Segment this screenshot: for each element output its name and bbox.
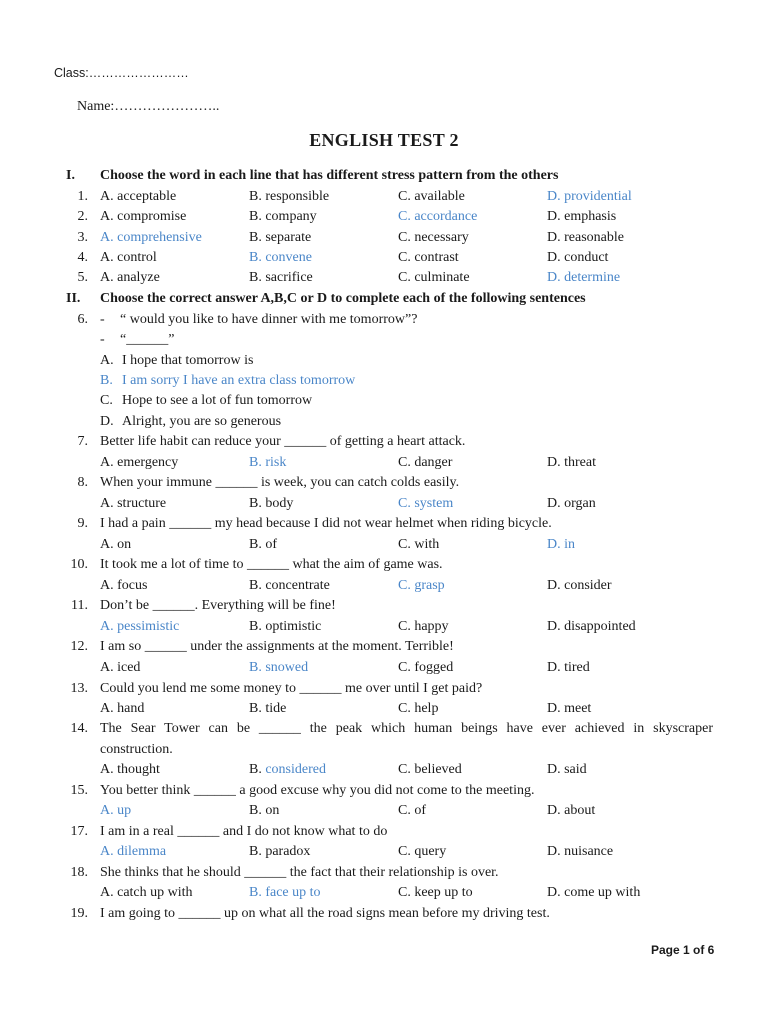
dialogue-line: “ would you like to have dinner with me tomorrow”? — [120, 312, 418, 327]
option-c: C. system — [398, 496, 454, 511]
question-11-options — [0, 617, 768, 637]
option-c: C. accordance — [398, 209, 478, 224]
question-12-options — [0, 658, 768, 678]
option-b: B. paradox — [249, 844, 311, 859]
question-3 — [0, 228, 768, 248]
question-6-option-a — [0, 351, 768, 371]
option-b: B. body — [249, 496, 294, 511]
option-c: C. happy — [398, 619, 449, 634]
question-number: 4. — [77, 250, 88, 265]
option-b: B. separate — [249, 230, 312, 245]
option-c: C. contrast — [398, 250, 459, 265]
option-d: D. conduct — [547, 250, 609, 265]
question-15-options — [0, 801, 768, 821]
question-10 — [0, 555, 768, 575]
question-8 — [0, 473, 768, 493]
question-6-option-d — [0, 412, 768, 432]
question-number: 18. — [70, 865, 88, 880]
option-b: B. tide — [249, 701, 287, 716]
dialogue-dash: - — [100, 312, 105, 327]
question-number: 9. — [77, 516, 88, 531]
option-a: A. structure — [100, 496, 167, 511]
option-b: B. of — [249, 537, 277, 552]
question-number: 10. — [70, 557, 88, 572]
option-letter: B. — [100, 373, 113, 388]
option-d: D. threat — [547, 455, 596, 470]
question-number: 7. — [77, 434, 88, 449]
option-b: B. on — [249, 803, 280, 818]
question-number: 12. — [70, 639, 88, 654]
option-c: C. danger — [398, 455, 453, 470]
question-17-options — [0, 842, 768, 862]
option-a: A. iced — [100, 660, 141, 675]
section-1-roman: I. — [66, 168, 75, 183]
option-a: A. up — [100, 803, 132, 818]
option-b: B. concentrate — [249, 578, 330, 593]
option-d: D. in — [547, 537, 575, 552]
option-a: A. emergency — [100, 455, 179, 470]
option-a: A. hand — [100, 701, 145, 716]
question-12 — [0, 637, 768, 657]
option-text: I hope that tomorrow is — [122, 353, 254, 368]
question-number: 13. — [70, 681, 88, 696]
question-15 — [0, 781, 768, 801]
option-letter: B. — [249, 762, 266, 777]
option-text: I am sorry I have an extra class tomorrow — [122, 373, 356, 388]
option-d: D. determine — [547, 270, 621, 285]
option-c: C. culminate — [398, 270, 470, 285]
question-number: 1. — [77, 189, 88, 204]
option-d: D. nuisance — [547, 844, 614, 859]
option-b: B. optimistic — [249, 619, 322, 634]
option-c: C. query — [398, 844, 447, 859]
question-number: 15. — [70, 783, 88, 798]
question-text: I had a pain ______ my head because I did not wear helmet when riding bicycle. — [100, 516, 552, 531]
option-d: D. said — [547, 762, 587, 777]
option-d: D. consider — [547, 578, 612, 593]
question-text-continued: construction. — [100, 742, 173, 757]
question-2 — [0, 207, 768, 227]
question-number: 8. — [77, 475, 88, 490]
option-c: C. with — [398, 537, 440, 552]
question-number: 17. — [70, 824, 88, 839]
question-text: Don’t be ______. Everything will be fine! — [100, 598, 336, 613]
option-a: A. on — [100, 537, 132, 552]
option-a: A. acceptable — [100, 189, 177, 204]
question-4 — [0, 248, 768, 268]
option-b: B. snowed — [249, 660, 309, 675]
question-number: 19. — [70, 906, 88, 921]
option-a: A. pessimistic — [100, 619, 180, 634]
option-text: Hope to see a lot of fun tomorrow — [122, 393, 313, 408]
page-title: ENGLISH TEST 2 — [309, 130, 459, 150]
option-c: C. keep up to — [398, 885, 473, 900]
question-6-option-b — [0, 371, 768, 391]
dialogue-dash: - — [100, 332, 105, 347]
option-a: A. compromise — [100, 209, 187, 224]
question-11 — [0, 596, 768, 616]
option-d: D. about — [547, 803, 596, 818]
option-c: C. available — [398, 189, 465, 204]
question-18 — [0, 863, 768, 883]
question-number: 6. — [77, 312, 88, 327]
option-d: D. providential — [547, 189, 632, 204]
question-10-options — [0, 576, 768, 596]
question-19 — [0, 904, 768, 924]
question-text: I am so ______ under the assignments at the moment. Terrible! — [100, 639, 454, 654]
option-text: considered — [265, 762, 326, 777]
question-6-option-c — [0, 391, 768, 411]
question-9-options — [0, 535, 768, 555]
question-7 — [0, 432, 768, 452]
question-14-options — [0, 760, 768, 780]
option-d: D. organ — [547, 496, 596, 511]
option-a: A. catch up with — [100, 885, 193, 900]
dialogue-line: “______” — [120, 332, 175, 347]
option-d: D. disappointed — [547, 619, 636, 634]
page-number: Page 1 of 6 — [651, 943, 715, 957]
question-number: 3. — [77, 230, 88, 245]
option-b: B. face up to — [249, 885, 321, 900]
question-14 — [0, 719, 768, 739]
section-1-header — [0, 166, 768, 186]
question-number: 5. — [77, 270, 88, 285]
question-13-options — [0, 699, 768, 719]
option-letter: D. — [100, 414, 114, 429]
option-b: B. convene — [249, 250, 312, 265]
option-d: D. reasonable — [547, 230, 624, 245]
section-2-roman: II. — [66, 291, 81, 306]
question-number: 11. — [71, 598, 88, 613]
option-b: B. responsible — [249, 189, 330, 204]
option-c: C. grasp — [398, 578, 445, 593]
option-c: C. necessary — [398, 230, 469, 245]
option-c: C. help — [398, 701, 439, 716]
question-text: It took me a lot of time to ______ what the aim of game was. — [100, 557, 443, 572]
question-text: Could you lend me some money to ______ me over until I get paid? — [100, 681, 483, 696]
option-b: B. company — [249, 209, 317, 224]
question-6-reply — [0, 330, 768, 350]
option-a: A. control — [100, 250, 157, 265]
question-number: 14. — [70, 721, 88, 736]
section-2-instruction: Choose the correct answer A,B,C or D to complete each of the following sentences — [100, 291, 586, 306]
question-14-continued — [0, 740, 768, 760]
question-18-options — [0, 883, 768, 903]
option-d: D. tired — [547, 660, 590, 675]
option-c: C. of — [398, 803, 426, 818]
question-text: She thinks that he should ______ the fact that their relationship is over. — [100, 865, 499, 880]
section-2-header — [0, 289, 768, 309]
option-b: B. sacrifice — [249, 270, 313, 285]
option-letter: A. — [100, 353, 114, 368]
option-d: D. meet — [547, 701, 592, 716]
option-b — [249, 760, 326, 780]
question-text: Better life habit can reduce your ______ of getting a heart attack. — [100, 434, 466, 449]
option-c: C. believed — [398, 762, 462, 777]
section-1-instruction: Choose the word in each line that has different stress pattern from the others — [100, 168, 559, 183]
question-5 — [0, 268, 768, 288]
question-text: When your immune ______ is week, you can catch colds easily. — [100, 475, 460, 490]
option-a: A. thought — [100, 762, 160, 777]
name-field: Name:………………….. — [77, 99, 220, 114]
question-number: 2. — [77, 209, 88, 224]
option-d: D. emphasis — [547, 209, 617, 224]
question-13 — [0, 679, 768, 699]
question-8-options — [0, 494, 768, 514]
option-letter: C. — [100, 393, 113, 408]
class-field: Class:…………………… — [54, 66, 189, 80]
question-text: I am going to ______ up on what all the road signs mean before my driving test. — [100, 906, 550, 921]
option-a: A. focus — [100, 578, 148, 593]
question-text: You better think ______ a good excuse why you did not come to the meeting. — [100, 783, 535, 798]
question-7-options — [0, 453, 768, 473]
question-1 — [0, 187, 768, 207]
option-text: Alright, you are so generous — [122, 414, 282, 429]
question-text: I am in a real ______ and I do not know what to do — [100, 824, 388, 839]
question-17 — [0, 822, 768, 842]
option-d: D. come up with — [547, 885, 641, 900]
question-text: The Sear Tower can be ______ the peak which human beings have ever achieved in skyscraper — [100, 721, 713, 736]
option-c: C. fogged — [398, 660, 454, 675]
option-a: A. dilemma — [100, 844, 167, 859]
option-a: A. comprehensive — [100, 230, 202, 245]
question-9 — [0, 514, 768, 534]
option-a: A. analyze — [100, 270, 160, 285]
option-b: B. risk — [249, 455, 287, 470]
question-6 — [0, 310, 768, 330]
